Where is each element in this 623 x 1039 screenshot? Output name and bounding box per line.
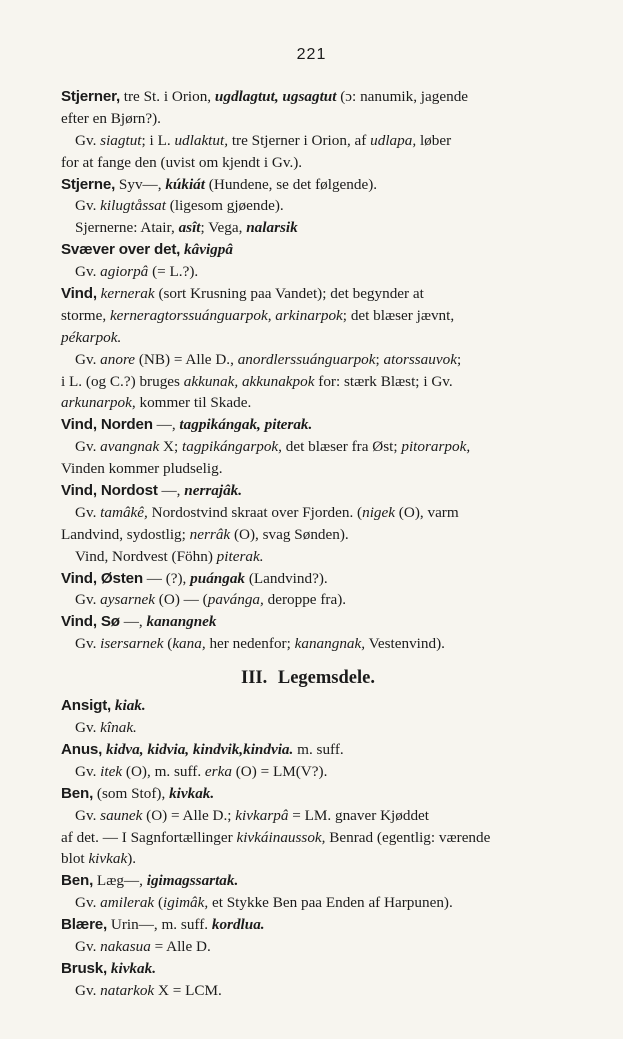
italic-form: kivkarpâ <box>235 806 289 824</box>
italic-form: udlapa, <box>370 131 417 149</box>
greenlandic-word: igimagssartak. <box>146 872 239 890</box>
greenlandic-word: kivkak. <box>169 784 215 802</box>
italic-form: kivkáinaussok, <box>236 828 326 846</box>
italic-form: tagpikángarpok, <box>182 438 282 456</box>
greenlandic-word: nalarsik <box>246 219 298 237</box>
headword: Ben, <box>61 784 94 802</box>
indent-text: Gv. <box>75 806 101 824</box>
italic-form: udlaktut, <box>174 131 229 149</box>
body-part-entries <box>61 695 561 1001</box>
greenlandic-word: tagpikángak, piterak. <box>179 416 313 434</box>
headword: Blære, <box>61 916 108 934</box>
entry-line <box>61 305 561 327</box>
headword: Vind, Norden <box>61 416 153 434</box>
text: Syv—, <box>115 175 166 193</box>
text: X; <box>159 438 182 456</box>
indent-text: Sjernerne: Atair, <box>75 219 179 237</box>
entry-headline <box>61 174 561 196</box>
entry-line <box>61 502 561 524</box>
entry-line <box>61 371 561 393</box>
text: ; Vega, <box>200 219 247 237</box>
text: —, <box>152 416 180 434</box>
entry-headline <box>61 958 561 980</box>
entry-line <box>61 524 561 546</box>
greenlandic-word: kâvigpâ <box>184 241 233 259</box>
italic-form: kînak. <box>100 719 137 737</box>
text: Læg—, <box>93 872 147 890</box>
text: Nordostvind skraat over Fjorden. ( <box>147 503 363 521</box>
text: (O), m. suff. <box>122 762 205 780</box>
text: (som Stof), <box>93 784 170 802</box>
indent-text: Gv. <box>75 263 101 281</box>
text: (sort Krusning paa Vandet); det begynder at <box>154 285 424 303</box>
text: i L. (og C.?) bruges <box>61 372 184 390</box>
entry-headline <box>61 239 561 261</box>
headword: Vind, <box>61 285 97 303</box>
indent-text: Gv. <box>75 635 101 653</box>
text: efter en Bjørn?). <box>61 109 161 127</box>
italic-form: nerrâk <box>189 525 231 543</box>
italic-form: piterak. <box>216 547 264 565</box>
greenlandic-word: kúkiát <box>165 175 205 193</box>
greenlandic-word: asît <box>178 219 201 237</box>
entry-headline <box>61 695 561 717</box>
headword: Ansigt, <box>61 697 112 715</box>
entry-line <box>61 805 561 827</box>
entry-headline <box>61 568 561 590</box>
italic-form: atorssauvok <box>383 350 457 368</box>
text: (ɔ: nanumik, jagende <box>336 88 469 105</box>
text: m. suff. <box>293 740 344 758</box>
entry-line <box>61 130 561 152</box>
headword: Ben, <box>61 872 94 890</box>
text: blot <box>61 850 89 868</box>
indent-text: Gv. <box>75 981 101 999</box>
entry-line <box>61 108 561 130</box>
indent-text: Gv. <box>75 591 101 609</box>
entry-line <box>61 892 561 914</box>
headword: Svæver over det, <box>61 241 181 259</box>
text: (Landvind?). <box>245 569 328 587</box>
entry-line <box>61 717 561 739</box>
wind-star-entries <box>61 86 561 655</box>
indent-text: Gv. <box>75 131 101 149</box>
section-heading <box>61 665 561 691</box>
headword: Brusk, <box>61 959 108 977</box>
entry-line <box>61 327 561 349</box>
indent-text: Gv. <box>75 894 101 912</box>
italic-form: aysarnek <box>100 591 155 609</box>
text: Urin—, m. suff. <box>107 916 212 934</box>
text: tre St. i Orion, <box>119 88 215 105</box>
text: = LM. gnaver Kjøddet <box>288 806 430 824</box>
text: Landvind, sydostlig; <box>61 525 190 543</box>
text: ( <box>154 894 164 912</box>
entry-headline <box>61 283 561 305</box>
text: (O) = LM(V?). <box>231 762 328 780</box>
entry-headline <box>61 86 561 108</box>
entry-headline <box>61 870 561 892</box>
text: X = LCM. <box>154 981 222 999</box>
entry-line <box>61 589 561 611</box>
page-number: 221 <box>296 46 327 63</box>
italic-form: natarkok <box>100 981 155 999</box>
italic-form: tamâkê, <box>100 503 148 521</box>
text: her nedenfor; <box>205 635 295 653</box>
text: Vestenvind). <box>365 635 445 653</box>
entry-line <box>61 458 561 480</box>
text: ; det blæser jævnt, <box>342 306 455 324</box>
italic-form: avangnak <box>100 438 160 456</box>
italic-form: akkunak, akkunakpok <box>183 372 315 390</box>
headword: Anus, <box>61 740 103 758</box>
text: ). <box>127 850 137 868</box>
entry-line <box>61 349 561 371</box>
italic-form: anore <box>100 350 136 368</box>
italic-form: saunek <box>100 806 143 824</box>
text: — (?), <box>142 569 191 587</box>
italic-form: kilugtåssat <box>100 197 166 215</box>
headword: Vind, Nordost <box>61 482 158 500</box>
indent-text: Gv. <box>75 197 101 215</box>
indent-text: Gv. <box>75 937 101 955</box>
entry-line <box>61 261 561 283</box>
indent-text: Gv. <box>75 350 101 368</box>
dictionary-body <box>61 86 561 1002</box>
text: (NB) = Alle D., <box>135 350 238 368</box>
italic-form: arkunarpok, <box>61 394 136 412</box>
entry-line <box>61 827 561 849</box>
text: et Stykke Ben paa Enden af Harpunen). <box>208 894 453 912</box>
entry-headline <box>61 783 561 805</box>
indent-text: Gv. <box>75 438 101 456</box>
entry-line <box>61 392 561 414</box>
italic-form: kerneragtorssuánguarpok, arkinarpok <box>109 306 343 324</box>
italic-form: pitorarpok, <box>401 438 471 456</box>
indent-text: Vind, Nordvest (Föhn) <box>75 547 217 565</box>
entry-line <box>61 633 561 655</box>
text: (= L.?). <box>148 263 199 281</box>
italic-form: kana, <box>172 635 206 653</box>
italic-form: kanangnak, <box>294 635 366 653</box>
text: (ligesom gjøende). <box>166 197 284 215</box>
entry-line <box>61 217 561 239</box>
greenlandic-word: nerrajâk. <box>184 482 243 500</box>
headword: Stjerner, <box>61 88 120 105</box>
text: Vinden kommer pludselig. <box>61 460 223 478</box>
greenlandic-word: kordlua. <box>211 916 265 934</box>
text: af det. — I Sagnfortællinger <box>61 828 237 846</box>
entry-headline <box>61 480 561 502</box>
entry-headline <box>61 739 561 761</box>
text: (O), varm <box>395 503 459 521</box>
text: kommer til Skade. <box>135 394 252 412</box>
entry-line <box>61 980 561 1002</box>
entry-line <box>61 761 561 783</box>
indent-text: Gv. <box>75 503 101 521</box>
greenlandic-word: puángak <box>190 569 246 587</box>
italic-form: erka <box>204 762 232 780</box>
entry-line <box>61 195 561 217</box>
italic-form: pavánga, <box>207 591 264 609</box>
greenlandic-word: kivkak. <box>110 959 157 977</box>
italic-form: anordlerssuánguarpok <box>237 350 376 368</box>
headword: Vind, Østen <box>61 569 143 587</box>
entry-line <box>61 936 561 958</box>
greenlandic-word: kindvia. <box>243 740 294 758</box>
text: (Hundene, se det følgende). <box>205 175 378 193</box>
italic-form: itek <box>100 762 123 780</box>
text: ; i L. <box>141 131 175 149</box>
text: Benrad (egentlig: værende <box>325 828 491 846</box>
greenlandic-word: kiak. <box>114 697 146 715</box>
text: —, <box>119 613 147 631</box>
text: for at fange den (uvist om kjendt i Gv.). <box>61 153 303 171</box>
entry-headline <box>61 611 561 633</box>
italic-form: siagtut <box>100 131 142 149</box>
greenlandic-word: kanangnek <box>146 613 217 631</box>
text: ; <box>375 350 384 368</box>
text: = Alle D. <box>150 937 211 955</box>
italic-form: igimâk, <box>163 894 209 912</box>
text: det blæser fra Øst; <box>281 438 402 456</box>
italic-form: pékarpok. <box>61 328 122 346</box>
entry-line <box>61 546 561 568</box>
section-title: Legemsdele. <box>277 668 375 689</box>
entry-headline <box>61 414 561 436</box>
italic-form: kivkak <box>88 850 128 868</box>
indent-text: Gv. <box>75 719 101 737</box>
indent-text: Gv. <box>75 762 101 780</box>
text: løber <box>416 131 452 149</box>
greenlandic-word: ugdlagtut, ugsagtut <box>214 88 337 105</box>
italic-form: kernerak <box>100 285 155 303</box>
headword: Vind, Sø <box>61 613 120 631</box>
greenlandic-word: kidva, kidvia, kindvik, <box>106 740 244 758</box>
text: deroppe fra). <box>263 591 347 609</box>
headword: Stjerne, <box>61 175 116 193</box>
text: (O), svag Sønden). <box>230 525 349 543</box>
text: ( <box>163 635 173 653</box>
text: ; <box>456 350 462 368</box>
text: (O) = Alle D.; <box>142 806 236 824</box>
text: storme, <box>61 306 110 324</box>
text: (O) — ( <box>155 591 208 609</box>
italic-form: nakasua <box>100 937 151 955</box>
text: tre Stjerner i Orion, af <box>228 131 371 149</box>
entry-headline <box>61 914 561 936</box>
italic-form: nigek <box>362 503 395 521</box>
text: —, <box>157 482 185 500</box>
entry-line <box>61 436 561 458</box>
entry-line <box>61 848 561 870</box>
section-numeral: III. <box>241 668 268 689</box>
italic-form: amilerak <box>100 894 155 912</box>
italic-form: isersarnek <box>100 635 164 653</box>
italic-form: agiorpâ <box>100 263 149 281</box>
entry-line <box>61 152 561 174</box>
text: for: stærk Blæst; i Gv. <box>314 372 453 390</box>
